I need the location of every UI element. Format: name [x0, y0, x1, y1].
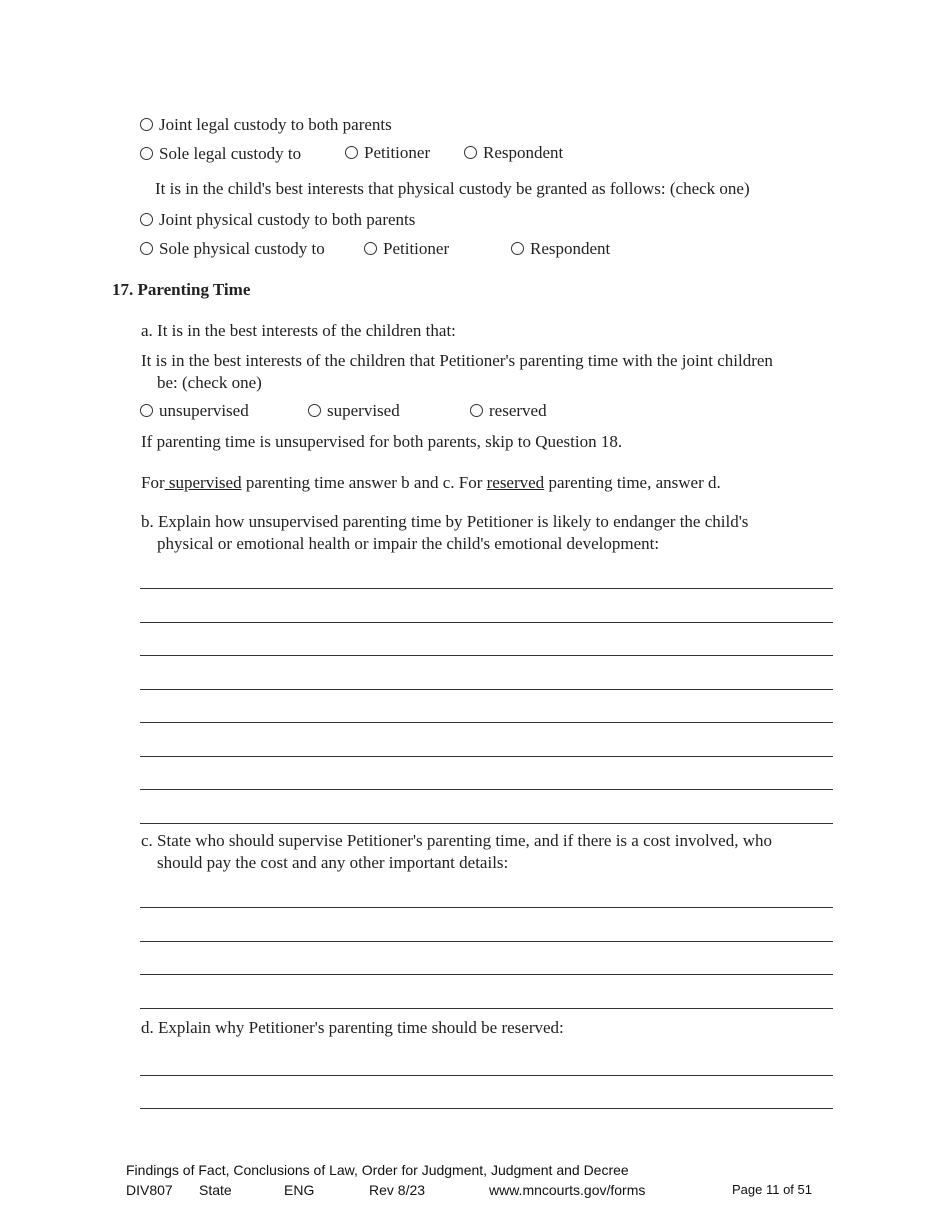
answer-b-line-4[interactable] — [140, 689, 833, 690]
physical-custody-respondent-label: Respondent — [530, 239, 611, 258]
joint-legal-custody-label: Joint legal custody to both parents — [159, 115, 392, 134]
sole-legal-custody-option[interactable] — [140, 143, 301, 165]
footer-form-code: DIV807 — [126, 1182, 173, 1198]
answer-b-line-8[interactable] — [140, 823, 833, 824]
answer-d-line-2[interactable] — [140, 1108, 833, 1109]
sole-legal-custody-radio[interactable] — [140, 147, 153, 160]
footer-url[interactable]: www.mncourts.gov/forms — [489, 1182, 646, 1198]
section-17b-line1: b. Explain how unsupervised parenting time by Petitioner is likely to endanger the child's — [141, 512, 749, 531]
physical-custody-petitioner-label: Petitioner — [383, 239, 450, 258]
unsupervised-radio[interactable] — [140, 404, 153, 417]
instruction-reserved: reserved — [486, 473, 545, 492]
section-17-title: 17. Parenting Time — [112, 280, 251, 299]
section-17a-prompt-line1: It is in the best interests of the children that Petitioner's parenting time with the joint children — [141, 351, 773, 370]
unsupervised-option[interactable] — [140, 400, 249, 422]
legal-custody-petitioner-label: Petitioner — [364, 143, 431, 162]
joint-physical-custody-radio[interactable] — [140, 213, 153, 226]
footer-title: Findings of Fact, Conclusions of Law, Order for Judgment, Judgment and Decree — [126, 1162, 629, 1178]
answer-c-line-4[interactable] — [140, 1008, 833, 1009]
section-17c-line1: c. State who should supervise Petitioner's parenting time, and if there is a cost involved, who — [141, 831, 772, 850]
joint-legal-custody-radio[interactable] — [140, 118, 153, 131]
footer-revision: Rev 8/23 — [369, 1182, 426, 1198]
reserved-option[interactable] — [470, 400, 547, 422]
answer-c-line-2[interactable] — [140, 941, 833, 942]
section-17c-line2: should pay the cost and any other important details: — [157, 853, 509, 872]
unsupervised-label: unsupervised — [159, 401, 249, 420]
physical-custody-petitioner-option[interactable] — [364, 238, 449, 260]
section-17d-text: d. Explain why Petitioner's parenting time should be reserved: — [141, 1018, 564, 1037]
footer-page-number: Page 11 of 51 — [732, 1182, 812, 1197]
physical-custody-respondent-option[interactable] — [511, 238, 610, 260]
section-17a-text: a. It is in the best interests of the children that: — [141, 321, 456, 340]
answer-b-line-3[interactable] — [140, 655, 833, 656]
skip-note: If parenting time is unsupervised for both parents, skip to Question 18. — [141, 432, 623, 451]
sole-physical-custody-label: Sole physical custody to — [159, 239, 325, 258]
legal-custody-respondent-option[interactable] — [464, 142, 563, 164]
footer-jurisdiction: State — [199, 1182, 232, 1198]
section-17b-line2: physical or emotional health or impair the child's emotional development: — [157, 534, 660, 553]
supervised-option[interactable] — [308, 400, 400, 422]
answer-b-line-7[interactable] — [140, 789, 833, 790]
instruction-mid: parenting time answer b and c. For — [241, 473, 487, 492]
legal-custody-petitioner-option[interactable] — [345, 142, 430, 164]
answer-b-line-6[interactable] — [140, 756, 833, 757]
reserved-label: reserved — [489, 401, 547, 420]
answer-b-line-5[interactable] — [140, 722, 833, 723]
answer-c-line-3[interactable] — [140, 974, 833, 975]
joint-physical-custody-option[interactable] — [140, 209, 415, 231]
answer-d-line-1[interactable] — [140, 1075, 833, 1076]
answer-b-line-1[interactable] — [140, 588, 833, 589]
physical-custody-prompt: It is in the child's best interests that physical custody be granted as follows: (check one) — [155, 179, 750, 198]
instruction-supervised: supervised — [164, 473, 242, 492]
supervised-label: supervised — [327, 401, 400, 420]
footer-language: ENG — [284, 1182, 315, 1198]
legal-custody-petitioner-radio[interactable] — [345, 146, 358, 159]
section-17a-prompt-line2: be: (check one) — [157, 373, 262, 392]
legal-custody-respondent-radio[interactable] — [464, 146, 477, 159]
instruction-for: For — [141, 473, 165, 492]
reserved-radio[interactable] — [470, 404, 483, 417]
instruction-line — [141, 472, 721, 494]
answer-b-line-2[interactable] — [140, 622, 833, 623]
legal-custody-respondent-label: Respondent — [483, 143, 564, 162]
physical-custody-respondent-radio[interactable] — [511, 242, 524, 255]
answer-c-line-1[interactable] — [140, 907, 833, 908]
supervised-radio[interactable] — [308, 404, 321, 417]
sole-physical-custody-option[interactable] — [140, 238, 325, 260]
physical-custody-petitioner-radio[interactable] — [364, 242, 377, 255]
instruction-end: parenting time, answer d. — [544, 473, 721, 492]
joint-physical-custody-label: Joint physical custody to both parents — [159, 210, 416, 229]
joint-legal-custody-option[interactable] — [140, 114, 392, 136]
sole-legal-custody-label: Sole legal custody to — [159, 144, 302, 163]
sole-physical-custody-radio[interactable] — [140, 242, 153, 255]
